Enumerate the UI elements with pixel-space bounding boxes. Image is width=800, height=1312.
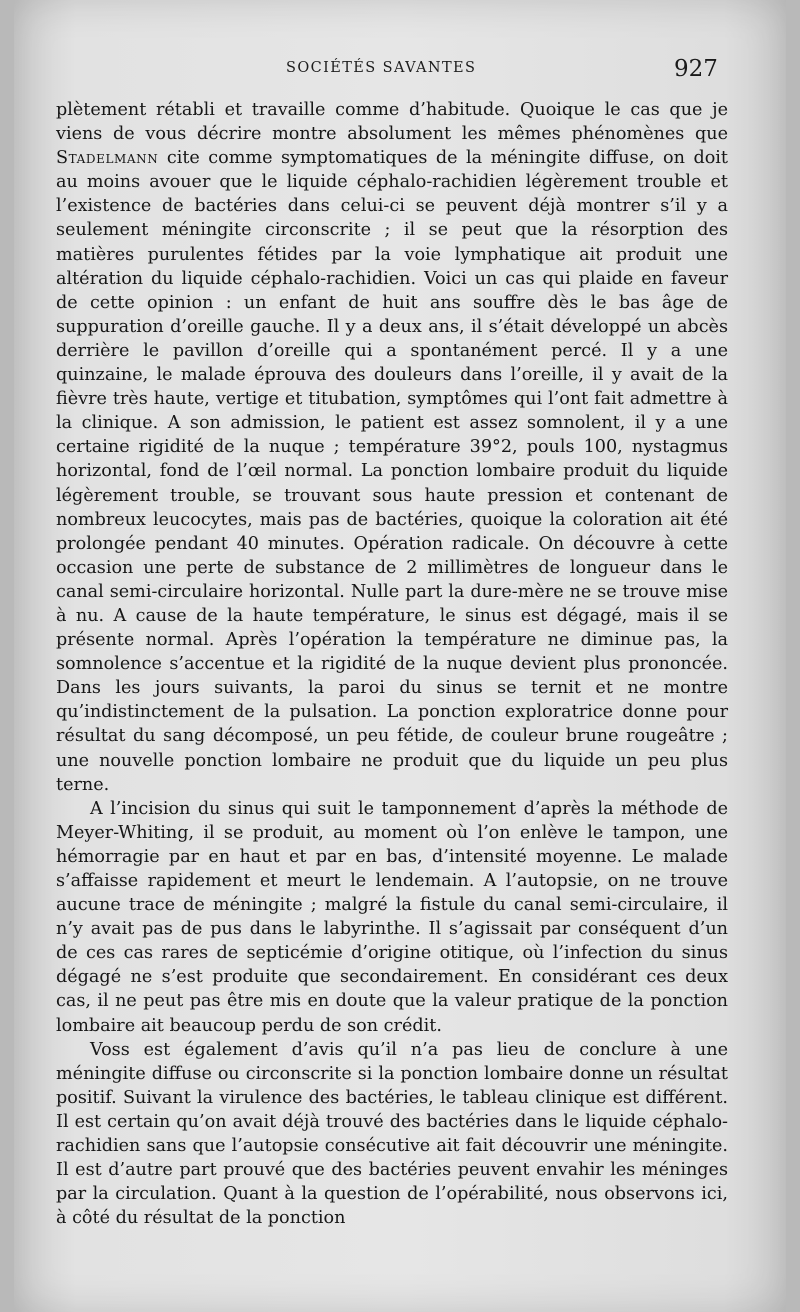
page-number: 927 — [674, 56, 718, 82]
author-name-stadelmann: Stadelmann — [56, 148, 159, 169]
running-title: SOCIÉTÉS SAVANTES — [286, 60, 477, 76]
paragraph-1 — [56, 98, 728, 797]
paragraph-2: A l’incision du sinus qui suit le tamponnement d’après la méthode de Meyer-Whiting, il se produit, au moment où l’on enlève le tampon, une hémorragie par en haut et par en bas, d’intensité moyenne. Le malade s’affaisse rapidement et meurt le lendemain. A l’autopsie, on ne trouve aucune trace de méningite ; malgré la fistule du canal semi-circulaire, il n’y avait pas de pus dans le labyrinthe. Il s’agissait par conséquent d’un de ces cas rares de septicémie d’origine otitique, où l’infection du sinus dégagé ne s’est produite que secondairement. En considérant ces deux cas, il ne peut pas être mis en doute que la valeur pratique de la ponction lombaire ait beaucoup perdu de son crédit. — [56, 798, 728, 1036]
paragraph-3: Voss est également d’avis qu’il n’a pas lieu de conclure à une méningite diffuse ou circonscrite si la ponction lombaire donne un résultat positif. Suivant la virulence des bactéries, le tableau clinique est différent. Il est certain qu’on avait déjà trouvé des bactéries dans le liquide céphalo-rachidien sans que l’autopsie consécutive ait fait découvrir une méningite. Il est d’autre part prouvé que des bactéries peuvent envahir les méninges par la circulation. Quant à la question de l’opérabilité, nous observons ici, à côté du résultat de la ponction — [56, 1039, 728, 1229]
body-text — [56, 98, 728, 1230]
paragraph-1-start: plètement rétabli et travaille comme d’habitude. Quoique le cas que je viens de vous décrire montre absolument les mêmes phénomènes que — [56, 100, 728, 145]
page-header — [14, 56, 786, 86]
paragraph-1-end: cite comme symptomatiques de la méningite diffuse, on doit au moins avouer que le liquide céphalo-rachidien légèrement trouble et l’existence de bactéries dans celui-ci se peuvent déjà montrer s’il y a seulement méningite circonscrite ; il se peut que la résorption des matières purulentes fétides par la voie lymphatique ait produit une altération du liquide céphalo-rachidien. Voici un cas qui plaide en faveur de cette opinion : un enfant de huit ans souffre dès le bas âge de suppuration d’oreille gauche. Il y a deux ans, il s’était développé un abcès derrière le pavillon d’oreille qui a spontanément percé. Il y a une quinzaine, le malade éprouva des douleurs dans l’oreille, il y avait de la fièvre très haute, vertige et titubation, symptômes qui l’ont fait admettre à la clinique. A son admission, le patient est assez somnolent, il y a une certaine rigidité de la nuque ; température 39°2, pouls 100, nystagmus horizontal, fond de l’œil normal. La ponction lombaire produit du liquide légèrement trouble, se trouvant sous haute pression et contenant de nombreux leucocytes, mais pas de bactéries, quoique la coloration ait été prolongée pendant 40 minutes. Opération radicale. On découvre à cette occasion une perte de substance de 2 millimètres de longueur dans le canal semi-circulaire horizontal. Nulle part la dure-mère ne se trouve mise à nu. A cause de la haute température, le sinus est dégagé, mais il se présente normal. Après l’opération la température ne diminue pas, la somnolence s’accentue et la rigidité de la nuque devient plus prononcée. Dans les jours suivants, la paroi du sinus se ternit et ne montre qu’indistinctement de la pulsation. La ponction exploratrice donne pour résultat du sang décomposé, un peu fétide, de couleur brune rougeâtre ; une nouvelle ponction lombaire ne produit que du liquide un peu plus terne. — [56, 148, 728, 795]
scanned-page — [14, 0, 786, 1312]
